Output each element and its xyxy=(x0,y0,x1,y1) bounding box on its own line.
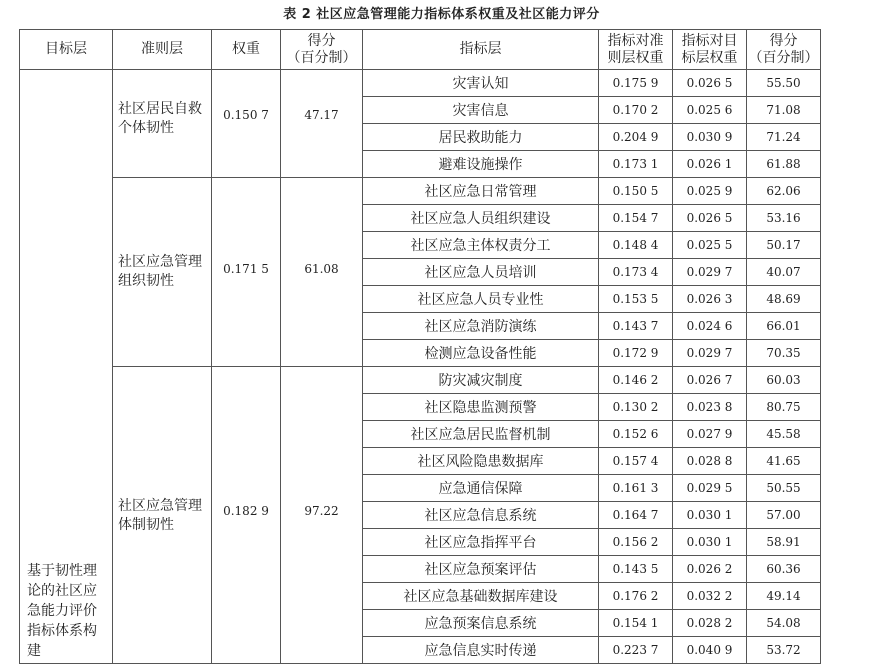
criterion-weight: 0.150 7 xyxy=(212,70,281,178)
indicator-name: 社区应急主体权责分工 xyxy=(363,232,599,259)
indicator-w-goal: 0.026 3 xyxy=(673,286,747,313)
indicator-score: 61.88 xyxy=(747,151,821,178)
indicator-name: 社区隐患监测预警 xyxy=(363,394,599,421)
indicator-w-goal: 0.028 2 xyxy=(673,610,747,637)
indicator-w-crit: 0.175 9 xyxy=(599,70,673,97)
criterion-weight: 0.182 9 xyxy=(212,367,281,664)
indicator-name: 社区应急人员专业性 xyxy=(363,286,599,313)
indicator-name: 社区应急消防演练 xyxy=(363,313,599,340)
indicator-w-crit: 0.173 4 xyxy=(599,259,673,286)
header-w-crit-line1: 指标对准 xyxy=(607,32,664,49)
indicator-w-crit: 0.130 2 xyxy=(599,394,673,421)
goal-cell: 基于韧性理论的社区应急能力评价指标体系构建 xyxy=(20,70,113,664)
indicator-name: 检测应急设备性能 xyxy=(363,340,599,367)
indicator-score: 50.55 xyxy=(747,475,821,502)
indicator-score: 62.06 xyxy=(747,178,821,205)
indicator-w-crit: 0.164 7 xyxy=(599,502,673,529)
indicator-name: 应急信息实时传递 xyxy=(363,637,599,664)
indicator-name: 灾害信息 xyxy=(363,97,599,124)
header-w-goal-line2: 标层权重 xyxy=(681,49,738,66)
indicator-w-goal: 0.026 1 xyxy=(673,151,747,178)
indicator-score: 55.50 xyxy=(747,70,821,97)
indicator-w-crit: 0.153 5 xyxy=(599,286,673,313)
table-caption: 表 2 社区应急管理能力指标体系权重及社区能力评分 xyxy=(283,7,600,22)
criterion-score: 97.22 xyxy=(281,367,363,664)
header-ind-score xyxy=(747,30,821,70)
indicator-w-crit: 0.143 5 xyxy=(599,556,673,583)
header-score xyxy=(281,30,363,70)
indicator-score: 60.36 xyxy=(747,556,821,583)
indicator-score: 80.75 xyxy=(747,394,821,421)
indicator-score: 66.01 xyxy=(747,313,821,340)
indicator-score: 54.08 xyxy=(747,610,821,637)
header-w-goal-line1: 指标对目 xyxy=(681,32,738,49)
indicator-w-goal: 0.026 2 xyxy=(673,556,747,583)
indicator-w-crit: 0.154 1 xyxy=(599,610,673,637)
indicator-w-goal: 0.030 1 xyxy=(673,529,747,556)
indicator-score: 60.03 xyxy=(747,367,821,394)
indicator-score: 53.72 xyxy=(747,637,821,664)
table-row xyxy=(20,70,821,97)
indicator-name: 社区应急人员培训 xyxy=(363,259,599,286)
indicator-w-crit: 0.146 2 xyxy=(599,367,673,394)
indicator-w-goal: 0.027 9 xyxy=(673,421,747,448)
indicator-w-crit: 0.156 2 xyxy=(599,529,673,556)
indicator-w-goal: 0.025 9 xyxy=(673,178,747,205)
indicator-w-goal: 0.025 6 xyxy=(673,97,747,124)
indicator-w-crit: 0.223 7 xyxy=(599,637,673,664)
indicator-w-goal: 0.024 6 xyxy=(673,313,747,340)
indicator-name: 社区应急人员组织建设 xyxy=(363,205,599,232)
header-score-line2: （百分制） xyxy=(286,49,357,66)
indicator-w-crit: 0.170 2 xyxy=(599,97,673,124)
indicator-score: 48.69 xyxy=(747,286,821,313)
header-w-crit xyxy=(599,30,673,70)
indicator-w-goal: 0.025 5 xyxy=(673,232,747,259)
header-w-goal xyxy=(673,30,747,70)
indicator-w-crit: 0.173 1 xyxy=(599,151,673,178)
table-row xyxy=(20,178,821,205)
header-row xyxy=(20,30,821,70)
indicator-w-goal: 0.030 1 xyxy=(673,502,747,529)
indicator-name: 居民救助能力 xyxy=(363,124,599,151)
indicator-score: 71.08 xyxy=(747,97,821,124)
indicator-w-crit: 0.161 3 xyxy=(599,475,673,502)
indicator-w-crit: 0.152 6 xyxy=(599,421,673,448)
indicator-name: 社区应急指挥平台 xyxy=(363,529,599,556)
indicator-w-goal: 0.032 2 xyxy=(673,583,747,610)
indicator-w-goal: 0.026 7 xyxy=(673,367,747,394)
header-score-line1: 得分 xyxy=(307,32,336,49)
criterion-name: 社区应急管理组织韧性 xyxy=(113,178,212,367)
criterion-name: 社区居民自救个体韧性 xyxy=(113,70,212,178)
indicator-name: 社区风险隐患数据库 xyxy=(363,448,599,475)
indicator-score: 53.16 xyxy=(747,205,821,232)
indicator-w-goal: 0.029 7 xyxy=(673,340,747,367)
indicator-w-crit: 0.148 4 xyxy=(599,232,673,259)
indicator-score: 40.07 xyxy=(747,259,821,286)
header-ind-score-line2: （百分制） xyxy=(748,49,819,66)
indicator-w-goal: 0.029 5 xyxy=(673,475,747,502)
criterion-score: 61.08 xyxy=(281,178,363,367)
indicator-w-goal: 0.030 9 xyxy=(673,124,747,151)
indicator-w-crit: 0.176 2 xyxy=(599,583,673,610)
indicator-name: 灾害认知 xyxy=(363,70,599,97)
indicator-name: 社区应急信息系统 xyxy=(363,502,599,529)
indicator-score: 70.35 xyxy=(747,340,821,367)
header-w-crit-line2: 则层权重 xyxy=(607,49,664,66)
indicator-score: 57.00 xyxy=(747,502,821,529)
indicator-score: 49.14 xyxy=(747,583,821,610)
table-row xyxy=(20,367,821,394)
indicator-name: 社区应急居民监督机制 xyxy=(363,421,599,448)
indicator-name: 应急预案信息系统 xyxy=(363,610,599,637)
indicator-w-crit: 0.204 9 xyxy=(599,124,673,151)
indicator-w-crit: 0.150 5 xyxy=(599,178,673,205)
indicator-w-goal: 0.040 9 xyxy=(673,637,747,664)
header-weight: 权重 xyxy=(212,30,281,70)
indicator-w-crit: 0.154 7 xyxy=(599,205,673,232)
indicator-w-goal: 0.029 7 xyxy=(673,259,747,286)
indicator-score: 58.91 xyxy=(747,529,821,556)
indicator-w-crit: 0.172 9 xyxy=(599,340,673,367)
indicator-score: 71.24 xyxy=(747,124,821,151)
criterion-name: 社区应急管理体制韧性 xyxy=(113,367,212,664)
indicator-score: 45.58 xyxy=(747,421,821,448)
weight-table xyxy=(19,29,821,664)
indicator-name: 避难设施操作 xyxy=(363,151,599,178)
indicator-name: 应急通信保障 xyxy=(363,475,599,502)
indicator-score: 41.65 xyxy=(747,448,821,475)
indicator-name: 社区应急预案评估 xyxy=(363,556,599,583)
header-goal: 目标层 xyxy=(20,30,113,70)
criterion-weight: 0.171 5 xyxy=(212,178,281,367)
indicator-score: 50.17 xyxy=(747,232,821,259)
indicator-w-goal: 0.026 5 xyxy=(673,205,747,232)
indicator-name: 社区应急日常管理 xyxy=(363,178,599,205)
indicator-w-goal: 0.028 8 xyxy=(673,448,747,475)
indicator-name: 社区应急基础数据库建设 xyxy=(363,583,599,610)
indicator-w-crit: 0.143 7 xyxy=(599,313,673,340)
header-ind-score-line1: 得分 xyxy=(769,32,798,49)
criterion-score: 47.17 xyxy=(281,70,363,178)
indicator-name: 防灾减灾制度 xyxy=(363,367,599,394)
header-indicator: 指标层 xyxy=(363,30,599,70)
indicator-w-crit: 0.157 4 xyxy=(599,448,673,475)
header-criterion: 准则层 xyxy=(113,30,212,70)
indicator-w-goal: 0.023 8 xyxy=(673,394,747,421)
indicator-w-goal: 0.026 5 xyxy=(673,70,747,97)
